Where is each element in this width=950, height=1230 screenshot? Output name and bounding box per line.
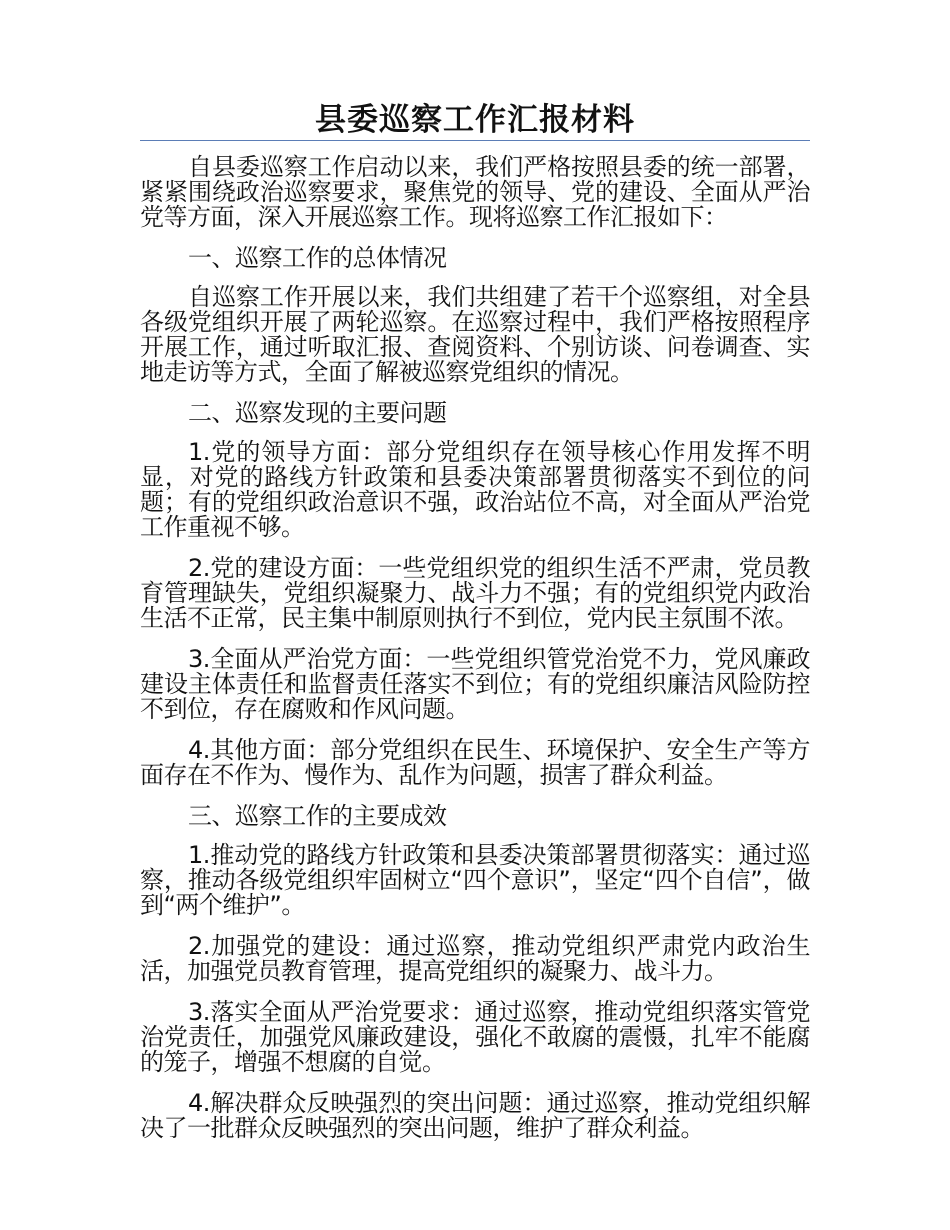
document-page (140, 100, 810, 1157)
problem-paragraph-4: 4.其他方面：部分党组织在民生、环境保护、安全生产等方面存在不作为、慢作为、乱作为问题，损害了群众利益。 (140, 736, 810, 789)
result-paragraph-2: 2.加强党的建设：通过巡察，推动党组织严肃党内政治生活，加强党员教育管理，提高党组织的凝聚力、战斗力。 (140, 932, 810, 985)
title-underline (140, 140, 810, 141)
section-heading-3: 三、巡察工作的主要成效 (188, 802, 447, 830)
problem-paragraph-1: 1.党的领导方面：部分党组织存在领导核心作用发挥不明显，对党的路线方针政策和县委决策部署贯彻落实不到位的问题；有的党组织政治意识不强，政治站位不高，对全面从严治党工作重视不够。 (140, 438, 810, 541)
result-paragraph-4: 4.解决群众反映强烈的突出问题：通过巡察，推动党组织解决了一批群众反映强烈的突出问题，维护了群众利益。 (140, 1089, 810, 1142)
result-paragraph-1: 1.推动党的路线方针政策和县委决策部署贯彻落实：通过巡察，推动各级党组织牢固树立“四个意识”，坚定“四个自信”，做到“两个维护”。 (140, 841, 810, 919)
result-paragraph-3: 3.落实全面从严治党要求：通过巡察，推动党组织落实管党治党责任，加强党风廉政建设，强化不敢腐的震慑，扎牢不能腐的笼子，增强不想腐的自觉。 (140, 998, 810, 1076)
section-1-paragraph: 自巡察工作开展以来，我们共组建了若干个巡察组，对全县各级党组织开展了两轮巡察。在巡察过程中，我们严格按照程序开展工作，通过听取汇报、查阅资料、个别访谈、问卷调查、实地走访等方式，全面了解被巡察党组织的情况。 (140, 283, 810, 386)
problem-paragraph-2: 2.党的建设方面：一些党组织党的组织生活不严肃，党员教育管理缺失，党组织凝聚力、战斗力不强；有的党组织党内政治生活不正常，民主集中制原则执行不到位，党内民主氛围不浓。 (140, 554, 810, 632)
section-heading-2: 二、巡察发现的主要问题 (188, 399, 447, 427)
section-heading-1: 一、巡察工作的总体情况 (188, 244, 447, 272)
problem-paragraph-3: 3.全面从严治党方面：一些党组织管党治党不力，党风廉政建设主体责任和监督责任落实不到位；有的党组织廉洁风险防控不到位，存在腐败和作风问题。 (140, 645, 810, 723)
document-title: 县委巡察工作汇报材料 (315, 102, 635, 138)
intro-paragraph: 自县委巡察工作启动以来，我们严格按照县委的统一部署，紧紧围绕政治巡察要求，聚焦党的领导、党的建设、全面从严治党等方面，深入开展巡察工作。现将巡察工作汇报如下： (140, 153, 810, 231)
